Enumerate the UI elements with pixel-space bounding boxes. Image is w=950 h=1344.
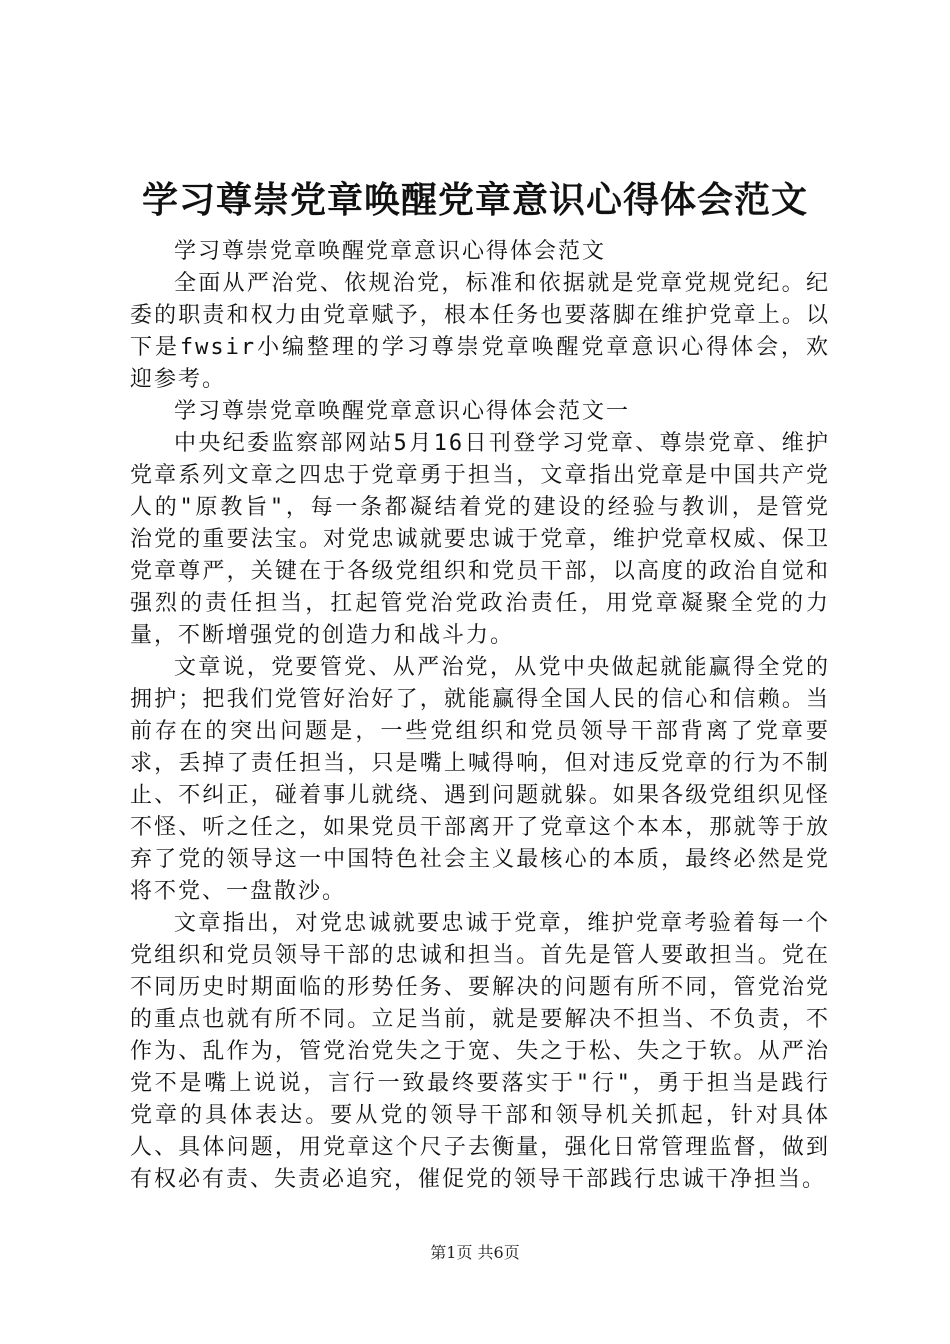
paragraph-section-heading: 学习尊崇党章唤醒党章意识心得体会范文一 — [174, 399, 631, 424]
paragraph-intro: 全面从严治党、依规治党，标准和依据就是党章党规党纪。纪委的职责和权力由党章赋予，根本任务也要落脚在维护党章上。以下是fwsir小编整理的学习尊崇党章唤醒党章意识心得体会，欢迎参考。 — [130, 271, 830, 392]
paragraph-body-2: 文章说，党要管党、从严治党，从党中央做起就能赢得全党的拥护；把我们党管好治好了，就能赢得全国人民的信心和信赖。当前存在的突出问题是，一些党组织和党员领导干部背离了党章要求，丢掉了责任担当，只是嘴上喊得响，但对违反党章的行为不制止、不纠正，碰着事儿就绕、遇到问题就躲。如果各级党组织见怪不怪、听之任之，如果党员干部离开了党章这个本本，那就等于放弃了党的领导这一中国特色社会主义最核心的本质，最终必然是党将不党、一盘散沙。 — [130, 655, 830, 904]
paragraph-body-3: 文章指出，对党忠诚就要忠诚于党章，维护党章考验着每一个党组织和党员领导干部的忠诚和担当。首先是管人要敢担当。党在不同历史时期面临的形势任务、要解决的问题有所不同，管党治党的重点也就有所不同。立足当前，就是要解决不担当、不负责，不作为、乱作为，管党治党失之于宽、失之于松、失之于软。从严治党不是嘴上说说，言行一致最终要落实于"行"，勇于担当是践行党章的具体表达。要从党的领导干部和领导机关抓起，针对具体人、具体问题，用党章这个尺子去衡量，强化日常管理监督，做到有权必有责、失责必追究，催促党的领导干部践行忠诚干净担当。 — [130, 911, 830, 1192]
paragraph-subtitle: 学习尊崇党章唤醒党章意识心得体会范文 — [174, 239, 607, 264]
document-title: 学习尊崇党章唤醒党章意识心得体会范文 — [141, 179, 808, 221]
page-number-footer: 第1页 共6页 — [430, 1243, 520, 1262]
paragraph-body-1: 中央纪委监察部网站5月16日刊登学习党章、尊崇党章、维护党章系列文章之四忠于党章勇于担当，文章指出党章是中国共产党人的"原教旨"，每一条都凝结着党的建设的经验与教训，是管党治党的重要法宝。对党忠诚就要忠诚于党章，维护党章权威、保卫党章尊严，关键在于各级党组织和党员干部，以高度的政治自觉和强烈的责任担当，扛起管党治党政治责任，用党章凝聚全党的力量，不断增强党的创造力和战斗力。 — [130, 431, 830, 648]
document-body — [130, 236, 830, 1196]
